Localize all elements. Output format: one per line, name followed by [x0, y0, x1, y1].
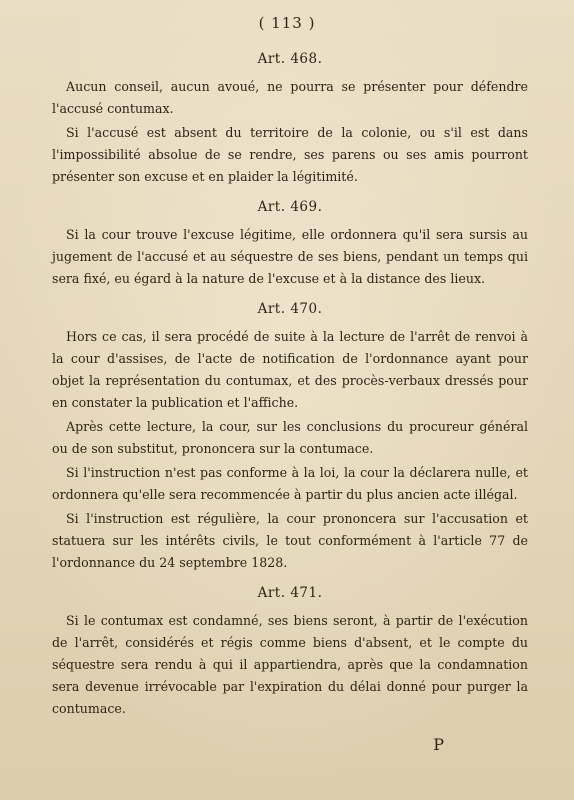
paragraph: Hors ce cas, il sera procédé de suite à la lecture de l'arrêt de renvoi à la cour d'assises, de l'acte de notification de l'ordonnance ayant pour objet la représentation du contumax, et des procès-verbaux dressés pour en constater la publication et l'affiche. [52, 329, 528, 410]
article-468 [52, 48, 528, 188]
paragraph: Si l'accusé est absent du territoire de la colonie, ou s'il est dans l'impossibilité absolue de se rendre, ses parens ou ses amis pourront présenter son excuse et en plaider la légitimité. [52, 125, 528, 184]
page-number: ( 113 ) [258, 14, 316, 32]
signature-mark: P [433, 735, 444, 754]
article-471 [52, 582, 528, 720]
paragraph: Si l'instruction est régulière, la cour prononcera sur l'accusation et statuera sur les intérêts civils, le tout conformément à l'article 77 de l'ordonnance du 24 septembre 1828. [52, 511, 528, 570]
article-heading: Art. 471. [257, 585, 323, 601]
article-469 [52, 196, 528, 290]
article-heading: Art. 469. [257, 199, 323, 215]
paragraph: Si le contumax est condamné, ses biens seront, à partir de l'exécution de l'arrêt, considérés et régis comme biens d'absent, et le compte du séquestre sera rendu à qui il appartiendra, après que la condamnation sera devenue irrévocable par l'expiration du délai donné pour purger la contumace. [52, 613, 528, 716]
paragraph: Après cette lecture, la cour, sur les conclusions du procureur général ou de son substitut, prononcera sur la contumace. [52, 419, 528, 456]
paragraph: Si la cour trouve l'excuse légitime, elle ordonnera qu'il sera sursis au jugement de l'accusé et au séquestre de ses biens, pendant un temps qui sera fixé, eu égard à la nature de l'excuse et à la distance des lieux. [52, 227, 528, 286]
document-body [52, 48, 528, 728]
article-heading: Art. 468. [257, 51, 323, 67]
article-heading: Art. 470. [257, 301, 323, 317]
paragraph: Si l'instruction n'est pas conforme à la loi, la cour la déclarera nulle, et ordonnera qu'elle sera recommencée à partir du plus ancien acte illégal. [52, 465, 528, 502]
article-470 [52, 298, 528, 574]
paragraph: Aucun conseil, aucun avoué, ne pourra se présenter pour défendre l'accusé contumax. [52, 79, 528, 116]
